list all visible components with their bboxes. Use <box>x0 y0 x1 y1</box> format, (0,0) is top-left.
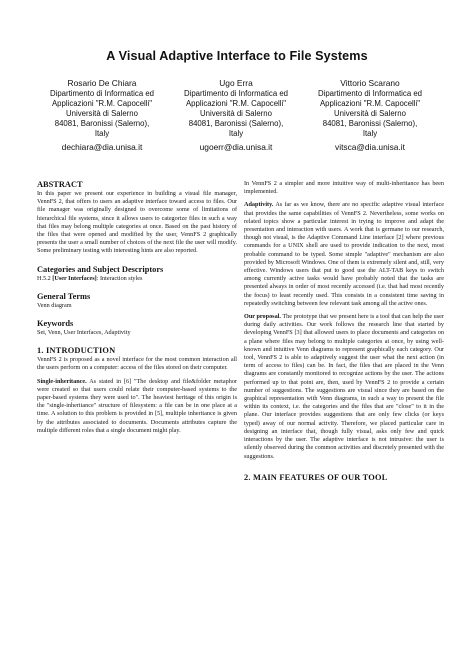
author-affiliation-line: Dipartimento di Informatica ed <box>49 88 154 98</box>
adaptivity-text: As far as we know, there are no specific adaptive visual interface that provides the same capabilities of VennFS 2. Nevertheless, some works on related topics show a particular interest in trying to improve and adapt the presentation and interaction with users. A work that is germane to our research, though not visual, is the Adaptive Command Line interface [2] where previous commands for a UNIX shell are used to provide indication to the next, most probable command to be typed. Some simple "adaptive" mechanism are also provided by Microsoft Windows. One of them is extremely silent and, still, very effective. Windows users that put to good use the ALT-TAB keys to switch among currently active tasks would have probably noted that the tasks are presented always in order of most recently accessed (i.e. that had most recently the focus) to least recently used. This consists in a consistent time saving in repeatedly switching between few relevant task among all the active ones. <box>244 201 444 307</box>
single-inheritance-paragraph <box>37 378 237 435</box>
general-terms-text: Venn diagram <box>37 301 72 309</box>
proposal-paragraph <box>244 313 444 461</box>
author-affiliation-line: Applicazioni "R.M. Capocelli" <box>319 98 420 108</box>
single-inheritance-lead: Single-inheritance. <box>37 377 87 385</box>
author-email[interactable]: dechiara@dia.unisa.it <box>61 142 143 153</box>
author-affiliation-line: Italy <box>228 128 244 138</box>
author-block-2 <box>172 79 300 153</box>
author-email[interactable]: ugoerr@dia.unisa.it <box>199 142 273 153</box>
author-block-1 <box>38 79 166 153</box>
author-affiliation-line: Applicazioni "R.M. Capocelli" <box>51 98 152 108</box>
author-affiliation-line: Dipartimento di Informatica ed <box>317 88 422 98</box>
abstract-heading: ABSTRACT <box>37 180 83 189</box>
categories-label: [User Interfaces] <box>52 274 97 282</box>
categories-code: H.5.2 <box>37 274 51 282</box>
author-affiliation-line: Dipartimento di Informatica ed <box>183 88 288 98</box>
author-affiliation-line: Italy <box>94 128 110 138</box>
single-inheritance-text: As stated in [6] "The desktop and file&folder metaphor were created so that users could relate their computer-based systems to the paper-based systems they were used to". The heaviest heritage of this origin is the "single-inheritance" structure of filesystem: a file can be in one place at a time. A solution to this problem is provided in [5], multiple inheritance is given by the attributes associated to documents. Documents attributes capture the multiple different roles that a single document might play. <box>37 377 237 434</box>
keywords-text: Set, Venn, User Interfaces, Adaptivity <box>37 329 131 337</box>
section-2-heading: 2. MAIN FEATURES OF OUR TOOL <box>244 472 388 482</box>
author-affiliation-line: Università di Salerno <box>66 108 138 118</box>
adaptivity-lead: Adaptivity. <box>244 201 274 209</box>
author-affiliation-line: Università di Salerno <box>334 108 406 118</box>
paper-title: A Visual Adaptive Interface to File Systems <box>106 49 368 63</box>
author-email[interactable]: vitsca@dia.unisa.it <box>335 142 405 153</box>
author-name: Ugo Erra <box>219 78 253 88</box>
right-column <box>244 180 444 483</box>
categories-descriptor: : Interaction styles <box>96 274 143 282</box>
author-name: Vittorio Scarano <box>340 78 400 88</box>
author-affiliation-line: 84081, Baronissi (Salerno), <box>188 118 284 128</box>
author-affiliation-line: Applicazioni "R.M. Capocelli" <box>185 98 286 108</box>
author-affiliation-line: Italy <box>362 128 378 138</box>
adaptivity-paragraph <box>244 201 444 308</box>
left-column <box>37 179 237 435</box>
introduction-continued: In VennFS 2 a simpler and more intuitive way of multi-inheritance has been implemented. <box>244 180 444 196</box>
author-name: Rosario De Chiara <box>67 78 137 88</box>
proposal-lead: Our proposal. <box>244 313 281 321</box>
categories-text <box>37 275 237 283</box>
general-terms-heading: General Terms <box>37 291 91 301</box>
proposal-text: The prototype that we present here is a tool that can help the user during daily activities. Our work follows the research line that started by developing VennFS [3] that allowed users to place documents and categories on a plane where files may belong to multiple categories at once, by using well-known and intuitive Venn diagrams to represent graphically each category. Our tool, VennFS 2 is able to adaptively suggest the user what the next action (in term of access to files) can be. In fact, the files that are placed in the Venn diagrams are constantly monitored to recognize actions by the user. The actions performed up to that point are, then, used by VennFS 2 to provide a certain number of suggestions. The suggestions are visual since they are based on the graphical representation with Venn diagrams, in such a way to present the file within its context, i.e. the categories and the files that are "close" to it in the plane. Our interface provides suggestions that are only few clicks (or keys typed) away of our normal activity. Therefore, we placed particular care in designing an interface that, though fully visual, asks only few and quick interactions by the user. The adaptive interface is not intrusive: the user is silently observed during the common activities and discretely presented with the suggestions. <box>244 313 444 460</box>
introduction-paragraph: VennFS 2 is proposed as a novel interface for the most common interaction all the users perform on a computer: access of the files stored on their computer. <box>37 356 237 372</box>
categories-heading: Categories and Subject Descriptors <box>37 264 164 274</box>
keywords-heading: Keywords <box>37 319 74 329</box>
author-affiliation-line: 84081, Baronissi (Salerno), <box>54 118 150 128</box>
abstract-text: In this paper we present our experience in building a visual file manager, VennFS 2, that offers to users an adaptive interface toward access to files. Our file manager was originally designed to overcome some of limitations of hierarchical file systems, since it allows users to categorize files in such a way that files may belong multiple categories at once. Based on the past history of the files that were opened and modified by the user, VennFS 2 graphically presents the user a small number of choices of the next file the user will modify. Some preliminary testing with interesting hints are also reported. <box>37 190 237 255</box>
author-affiliation-line: 84081, Baronissi (Salerno), <box>322 118 418 128</box>
introduction-heading: 1. INTRODUCTION <box>37 346 116 356</box>
author-affiliation-line: Università di Salerno <box>200 108 272 118</box>
author-block-3 <box>306 79 434 153</box>
